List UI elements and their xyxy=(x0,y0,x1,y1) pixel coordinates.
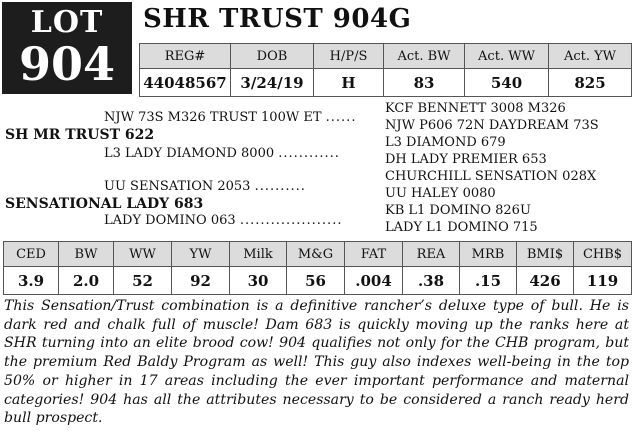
sire-sire xyxy=(104,110,356,126)
epd-header-cell: CHB$ xyxy=(574,242,632,267)
registration-info-table xyxy=(139,43,632,97)
leader-dots: ............ xyxy=(278,146,340,161)
epd-value-cell: 52 xyxy=(114,267,172,295)
epd-header-cell: Milk xyxy=(230,242,287,267)
epd-value-cell: .38 xyxy=(403,267,460,295)
epd-value-cell: 426 xyxy=(517,267,574,295)
ggp-3: L3 DIAMOND 679 xyxy=(385,135,506,150)
epd-header-cell: MRB xyxy=(460,242,517,267)
epd-value-cell: 92 xyxy=(172,267,230,295)
epd-value-cell: 119 xyxy=(574,267,632,295)
ggp-5: CHURCHILL SENSATION 028X xyxy=(385,169,597,184)
animal-name-title: SHR TRUST 904G xyxy=(143,4,412,34)
epd-value-cell: .15 xyxy=(460,267,517,295)
lot-number: 904 xyxy=(18,37,116,91)
epd-header-cell: CED xyxy=(4,242,59,267)
value-cell: 825 xyxy=(549,69,632,97)
dam-sire-name: UU SENSATION 2053 xyxy=(104,179,251,194)
leader-dots: ...... xyxy=(325,110,357,125)
sire-dam-name: L3 LADY DIAMOND 8000 xyxy=(104,146,275,161)
ggp-1: KCF BENNETT 3008 M326 xyxy=(385,101,566,116)
sire: SH MR TRUST 622 xyxy=(5,127,155,143)
epd-header-cell: REA xyxy=(403,242,460,267)
epd-value-cell: .004 xyxy=(345,267,403,295)
value-cell: 44048567 xyxy=(140,69,231,97)
value-cell: 540 xyxy=(465,69,549,97)
lot-description: This Sensation/Trust combination is a definitive rancher’s deluxe type of bull. He is dark red and chalk full of muscle! Dam 683 is quickly moving up the ranks here at SHR turning into an elite brood cow! 904 qualifies not only for the CHB program, but the premium Red Baldy Program as well! This guy also indexes well-being in the top 50% or higher in 17 areas including the ever important performance and maternal categories! 904 has all the attributes necessary to be considered a ranch ready herd bull prospect. xyxy=(4,298,629,427)
dam-sire xyxy=(104,179,306,195)
header-cell: Act. YW xyxy=(549,44,632,69)
leader-dots: .......... xyxy=(254,179,306,194)
sire-sire-name: NJW 73S M326 TRUST 100W ET xyxy=(104,110,322,125)
epd-value-cell: 2.0 xyxy=(59,267,114,295)
epd-header-cell: BMI$ xyxy=(517,242,574,267)
epd-header-cell: M&G xyxy=(287,242,345,267)
lot-badge xyxy=(2,2,132,94)
value-cell: H xyxy=(314,69,384,97)
epd-header-cell: YW xyxy=(172,242,230,267)
value-cell: 83 xyxy=(384,69,465,97)
dam: SENSATIONAL LADY 683 xyxy=(5,196,204,212)
epd-header-cell: BW xyxy=(59,242,114,267)
sire-dam xyxy=(104,146,340,162)
header-cell: H/P/S xyxy=(314,44,384,69)
header-cell: DOB xyxy=(231,44,314,69)
leader-dots: .................... xyxy=(239,213,343,228)
epd-value-cell: 56 xyxy=(287,267,345,295)
ggp-7: KB L1 DOMINO 826U xyxy=(385,203,531,218)
epd-value-cell: 30 xyxy=(230,267,287,295)
header-cell: Act. BW xyxy=(384,44,465,69)
epd-header-cell: FAT xyxy=(345,242,403,267)
dam-dam-name: LADY DOMINO 063 xyxy=(104,213,236,228)
info-value-row xyxy=(140,69,632,97)
info-header-row xyxy=(140,44,632,69)
epd-header-cell: WW xyxy=(114,242,172,267)
ggp-4: DH LADY PREMIER 653 xyxy=(385,152,547,167)
value-cell: 3/24/19 xyxy=(231,69,314,97)
ggp-6: UU HALEY 0080 xyxy=(385,186,496,201)
ggp-8: LADY L1 DOMINO 715 xyxy=(385,220,538,235)
ggp-2: NJW P606 72N DAYDREAM 73S xyxy=(385,118,599,133)
epd-header-row xyxy=(4,242,632,267)
lot-label: LOT xyxy=(30,5,104,40)
epd-value-cell: 3.9 xyxy=(4,267,59,295)
dam-dam xyxy=(104,213,342,229)
header-cell: REG# xyxy=(140,44,231,69)
header-cell: Act. WW xyxy=(465,44,549,69)
epd-value-row xyxy=(4,267,632,295)
epd-table xyxy=(3,241,632,295)
